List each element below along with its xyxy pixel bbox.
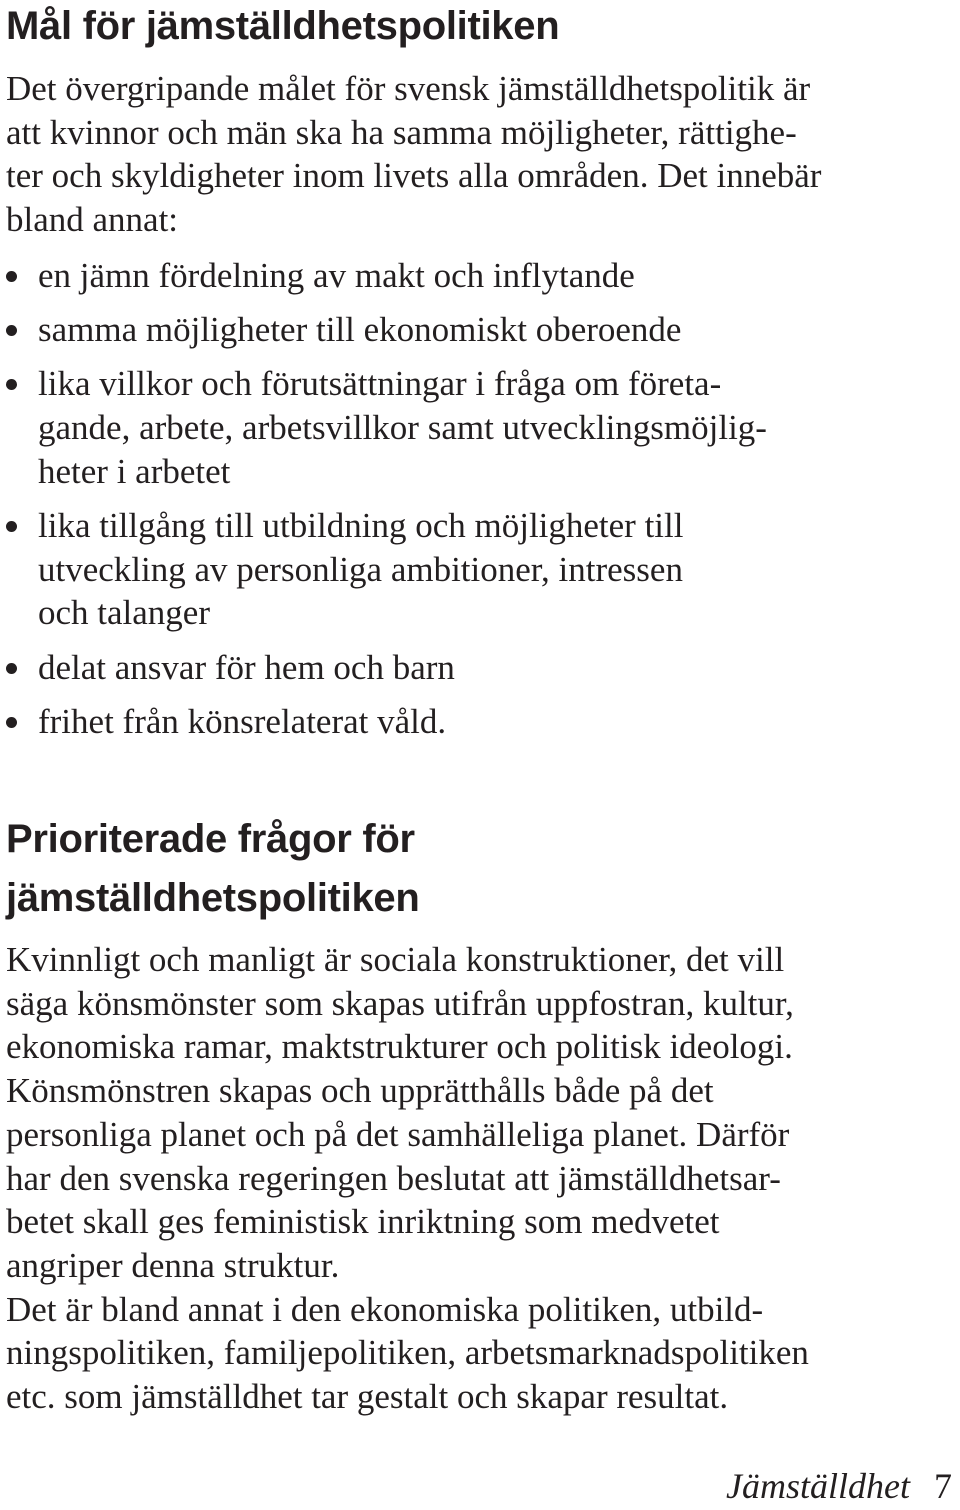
text-line: ningspolitiken, familjepolitiken, arbetsmarknadspolitiken [6, 1333, 809, 1373]
text-line: ekonomiska ramar, maktstrukturer och politisk ideologi. [6, 1027, 793, 1067]
bullet-dot-icon [6, 521, 17, 532]
text-line: samma möjligheter till ekonomiskt oberoende [38, 310, 682, 350]
bullet-dot-icon [6, 271, 17, 282]
text-line: personliga planet och på det samhälleliga planet. Därför [6, 1114, 790, 1154]
heading-line: Prioriterade frågor för [6, 817, 415, 861]
text-line: delat ansvar för hem och barn [38, 647, 455, 687]
text-line: gande, arbete, arbetsvillkor samt utvecklingsmöjlig- [38, 408, 767, 448]
bullet-dot-icon [6, 325, 17, 336]
text-line: att kvinnor och män ska ha samma möjligheter, rättighe- [6, 112, 797, 152]
goals-bullet-list [6, 254, 956, 754]
running-title: Jämställdhet [726, 1466, 910, 1506]
text-line: heter i arbetet [38, 451, 231, 491]
heading-line: jämställdhetspolitiken [6, 875, 420, 920]
list-item [6, 254, 956, 298]
intro-paragraph [6, 67, 956, 242]
priorities-paragraph [6, 938, 956, 1419]
text-line: lika villkor och förutsättningar i fråga om företa- [38, 364, 722, 404]
text-line: Det övergripande målet för svensk jämställdhetspolitik är [6, 69, 811, 108]
list-item [6, 308, 956, 352]
text-line: frihet från könsrelaterat våld. [38, 701, 447, 741]
text-line: säga könsmönster som skapas utifrån uppfostran, kultur, [6, 983, 794, 1023]
text-line: etc. som jämställdhet tar gestalt och skapar resultat. [6, 1377, 729, 1417]
text-line: ter och skyldigheter inom livets alla områden. Det innebär [6, 156, 822, 196]
text-line: lika tillgång till utbildning och möjligheter till [38, 506, 684, 546]
bullet-dot-icon [6, 379, 17, 390]
text-line: Kvinnligt och manligt är sociala konstruktioner, det vill [6, 940, 785, 979]
page-number: 7 [934, 1466, 952, 1506]
list-item [6, 362, 956, 493]
text-line: bland annat: [6, 200, 179, 240]
list-item [6, 646, 956, 690]
text-line: har den svenska regeringen beslutat att jämställdhetsar- [6, 1158, 781, 1198]
text-line: Könsmönstren skapas och upprätthålls både på det [6, 1071, 714, 1111]
text-line: och talanger [38, 593, 210, 633]
text-line: Det är bland annat i den ekonomiska politiken, utbild- [6, 1289, 764, 1329]
section-heading-goals: Mål för jämställdhetspolitiken [6, 4, 560, 48]
text-line: betet skall ges feministisk inriktning som medvetet [6, 1202, 720, 1242]
text-line: utveckling av personliga ambitioner, intressen [38, 549, 683, 589]
bullet-dot-icon [6, 663, 17, 674]
text-line: en jämn fördelning av makt och inflytande [38, 256, 635, 295]
text-line: angriper denna struktur. [6, 1245, 340, 1285]
section-heading-priorities [6, 810, 420, 927]
list-item [6, 700, 956, 744]
bullet-dot-icon [6, 717, 17, 728]
page-footer [726, 1464, 952, 1508]
list-item [6, 504, 956, 635]
